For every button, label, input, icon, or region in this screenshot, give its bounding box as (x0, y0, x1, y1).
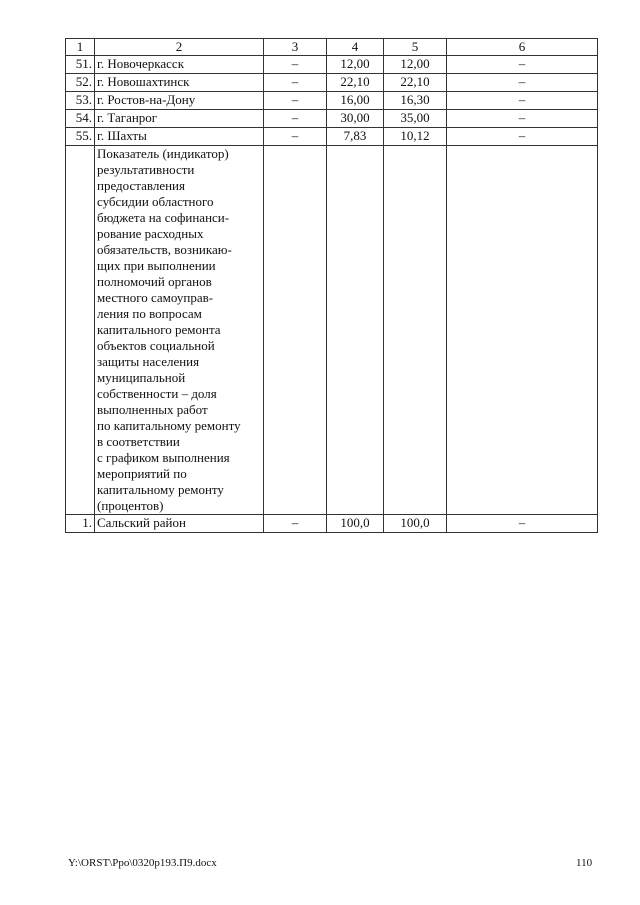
value-col-4: 22,10 (327, 74, 384, 92)
value-col-3: – (264, 56, 327, 74)
table-row (66, 56, 598, 74)
value-col-5: 100,0 (384, 515, 447, 533)
indicator-empty-cell (264, 146, 327, 515)
value-col-3: – (264, 515, 327, 533)
table-row (66, 515, 598, 533)
municipality-name: Сальский район (95, 515, 264, 533)
indicator-description: Показатель (индикатор) результативности предоставления субсидии областного бюджета на софинанси- рование расходных обязательств, возникаю- щих при выполнении полномочий органов местного самоуправ- ления по вопросам капитального ремонта объектов социальной защиты населения муниципальной собственности – доля выполненных работ по капитальному ремонту в соответствии с графиком выполнения мероприятий по капитальному ремонту (процентов) (95, 146, 264, 515)
municipality-name: г. Новочеркасск (95, 56, 264, 74)
table-row (66, 92, 598, 110)
value-col-3: – (264, 128, 327, 146)
row-number: 53. (66, 92, 95, 110)
indicator-row (66, 146, 598, 515)
page-number: 110 (576, 857, 593, 869)
value-col-5: 22,10 (384, 74, 447, 92)
value-col-4: 100,0 (327, 515, 384, 533)
value-col-3: – (264, 92, 327, 110)
data-table (65, 38, 598, 533)
municipality-name: г. Новошахтинск (95, 74, 264, 92)
row-number: 1. (66, 515, 95, 533)
column-header-2: 2 (95, 39, 264, 56)
value-col-6: – (447, 515, 598, 533)
value-col-3: – (264, 74, 327, 92)
value-col-6: – (447, 56, 598, 74)
value-col-5: 16,30 (384, 92, 447, 110)
value-col-6: – (447, 74, 598, 92)
indicator-empty-cell (447, 146, 598, 515)
value-col-5: 35,00 (384, 110, 447, 128)
table-row (66, 74, 598, 92)
column-header-1: 1 (66, 39, 95, 56)
value-col-6: – (447, 128, 598, 146)
value-col-3: – (264, 110, 327, 128)
header-row (66, 39, 598, 56)
municipality-name: г. Ростов-на-Дону (95, 92, 264, 110)
municipality-name: г. Таганрог (95, 110, 264, 128)
value-col-6: – (447, 110, 598, 128)
value-col-4: 12,00 (327, 56, 384, 74)
column-header-4: 4 (327, 39, 384, 56)
value-col-5: 12,00 (384, 56, 447, 74)
column-header-3: 3 (264, 39, 327, 56)
column-header-6: 6 (447, 39, 598, 56)
value-col-4: 30,00 (327, 110, 384, 128)
column-header-5: 5 (384, 39, 447, 56)
table-row (66, 110, 598, 128)
row-number: 52. (66, 74, 95, 92)
row-number: 51. (66, 56, 95, 74)
value-col-4: 7,83 (327, 128, 384, 146)
indicator-number-cell (66, 146, 95, 515)
municipality-name: г. Шахты (95, 128, 264, 146)
value-col-6: – (447, 92, 598, 110)
value-col-4: 16,00 (327, 92, 384, 110)
row-number: 55. (66, 128, 95, 146)
indicator-empty-cell (327, 146, 384, 515)
indicator-empty-cell (384, 146, 447, 515)
footer-file-path: Y:\ORST\Ppo\0320p193.П9.docx (68, 857, 217, 869)
value-col-5: 10,12 (384, 128, 447, 146)
table-row (66, 128, 598, 146)
row-number: 54. (66, 110, 95, 128)
